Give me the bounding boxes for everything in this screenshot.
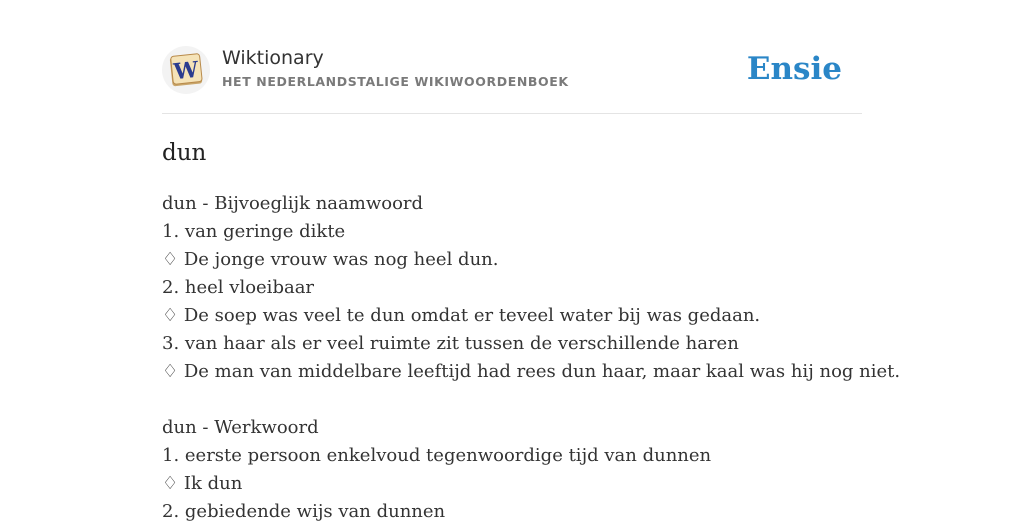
site-name[interactable]: Wiktionary [222, 47, 324, 69]
entry-verb [162, 414, 862, 526]
example-line: ♢ De soep was veel te dun omdat er teveel water bij was gedaan. [162, 305, 761, 326]
page-title: dun [162, 140, 207, 166]
entry-spacer [162, 386, 862, 414]
site-header [162, 46, 862, 96]
example-line: ♢ De jonge vrouw was nog heel dun. [162, 249, 499, 270]
entry-heading: dun - Werkwoord [162, 417, 319, 438]
definition-line: 1. eerste persoon enkelvoud tegenwoordige tijd van dunnen [162, 445, 712, 466]
header-divider [162, 113, 862, 114]
entry-adjective [162, 190, 901, 386]
example-line: ♢ Ik dun [162, 473, 243, 494]
entry-heading: dun - Bijvoeglijk naamwoord [162, 193, 424, 214]
definition-line: 3. van haar als er veel ruimte zit tussen de verschillende haren [162, 333, 739, 354]
definition-line: 2. heel vloeibaar [162, 277, 315, 298]
site-tagline: HET NEDERLANDSTALIGE WIKIWOORDENBOEK [222, 74, 569, 89]
definition-content [162, 190, 901, 526]
example-line: ♢ De man van middelbare leeftijd had rees dun haar, maar kaal was hij nog niet. [162, 361, 901, 382]
definition-line: 2. gebiedende wijs van dunnen [162, 501, 446, 522]
ensie-brand-link[interactable]: Ensie [746, 51, 842, 87]
definition-line: 1. van geringe dikte [162, 221, 346, 242]
wiktionary-logo-icon[interactable] [162, 46, 210, 94]
svg-text:W: W [172, 56, 200, 86]
